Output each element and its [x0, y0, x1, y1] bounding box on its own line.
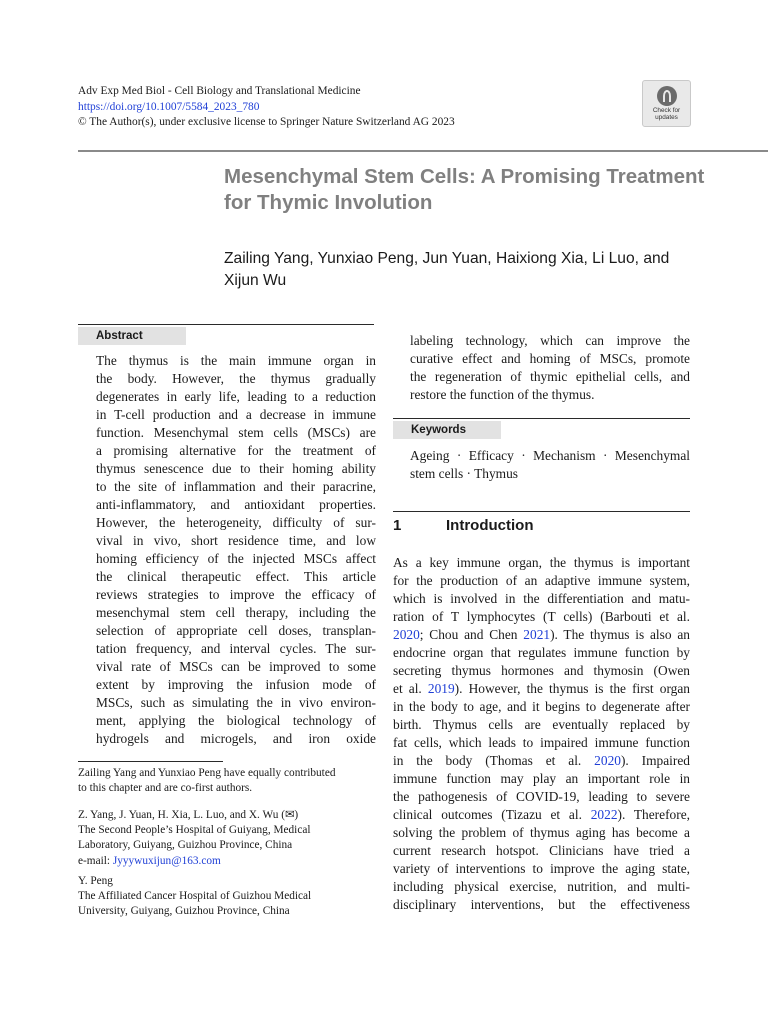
text-line: The thymus is the main immune organ in — [96, 353, 376, 368]
text-line: tation frequency, and interval cycles. The sur- — [96, 641, 376, 656]
email-label: e-mail: — [78, 854, 113, 867]
text-line: current research hotspot. Clinicians have tried a — [393, 843, 690, 858]
text-line: including physical exercise, nutrition, and multi- — [393, 879, 690, 894]
affiliation-line: Z. Yang, J. Yuan, H. Xia, L. Luo, and X. Wu (✉) — [78, 809, 299, 821]
keywords-text — [410, 447, 690, 483]
text-line — [393, 626, 690, 644]
citation-year-link[interactable]: 2021 — [523, 627, 551, 642]
citation-year-link[interactable]: 2020 — [393, 627, 420, 642]
text-segment: ; Chou and Chen — [419, 627, 524, 642]
text-line: reviews strategies to improve the efficacy of — [96, 587, 376, 602]
text-line — [393, 806, 690, 824]
text-line: to the site of inflammation and their paracrine, — [96, 479, 376, 494]
email-line — [78, 854, 378, 869]
affiliation-line: The Affiliated Cancer Hospital of Guizhou Medical — [78, 890, 312, 903]
section-number: 1 — [393, 517, 402, 534]
text-line — [393, 680, 690, 698]
affiliation-line: The Second People’s Hospital of Guiyang, Medical — [78, 824, 311, 837]
text-line: anti-inflammatory, and antioxidant properties. — [96, 497, 376, 512]
badge-line-2: updates — [655, 114, 678, 121]
text-line: MSCs, such as simulating the in vivo environ- — [96, 695, 376, 710]
intro-rule — [393, 511, 690, 512]
text-line: secreting thymus hormones and thymosin (Owen — [393, 663, 690, 678]
abstract-rule — [78, 324, 374, 325]
text-line: thymus senescence due to their homing ability — [96, 461, 376, 476]
text-line: restore the function of the thymus. — [410, 387, 595, 402]
affiliation-line: Laboratory, Guiyang, Guizhou Province, China — [78, 839, 293, 852]
cofirst-footnote — [78, 766, 378, 796]
text-line: in T-cell production and a decrease in immune — [96, 407, 376, 422]
text-segment: clinical outcomes (Tizazu et al. — [393, 807, 591, 822]
text-line: a promising alternative for the treatment of — [96, 443, 376, 458]
text-line: extent by improving the infusion mode of — [96, 677, 376, 692]
text-line: As a key immune organ, the thymus is important — [393, 555, 690, 570]
text-segment: ). Therefore, — [617, 807, 690, 822]
text-line: stem cells · Thymus — [410, 466, 518, 481]
text-line: ment, applying the biological technology of — [96, 713, 376, 728]
article-title: Mesenchymal Stem Cells: A Promising Treatment for Thymic Involution — [224, 165, 705, 214]
text-line: the clinical therapeutic effect. This article — [96, 569, 376, 584]
citation-year-link[interactable]: 2019 — [427, 681, 455, 696]
footnote-line: Zailing Yang and Yunxiao Peng have equally contributed — [78, 767, 336, 779]
email-link[interactable]: Jyyywuxijun@163.com — [112, 854, 221, 867]
text-line: the body. However, the thymus gradually — [96, 371, 376, 386]
text-segment: ). Impaired — [620, 753, 690, 768]
check-for-updates-badge[interactable] — [642, 80, 691, 127]
text-line — [393, 752, 690, 770]
text-line: Ageing · Efficacy · Mechanism · Mesenchymal — [410, 448, 690, 463]
text-line: curative effect and homing of MSCs, promote — [410, 351, 690, 366]
text-line: However, the heterogeneity, difficulty of sur- — [96, 515, 376, 530]
text-line: the regeneration of thymic epithelial cells, and — [410, 369, 690, 384]
copyright-notice: © The Author(s), under exclusive license to Springer Nature Switzerland AG 2023 — [78, 116, 455, 128]
text-line: vival rate of MSCs can be improved to some — [96, 659, 376, 674]
affiliation-line: Y. Peng — [78, 875, 113, 887]
abstract-text — [96, 352, 376, 748]
text-line: disciplinary interventions, but the effectiveness — [393, 897, 690, 912]
text-line: the pathogenesis of COVID-19, leading to severe — [393, 789, 690, 804]
abstract-heading: Abstract — [78, 327, 186, 345]
text-line: ration of T lymphocytes (T cells) (Barbouti et al. — [393, 609, 690, 624]
crossmark-icon — [657, 86, 677, 106]
text-line: fat cells, which leads to impaired immune function — [393, 735, 690, 750]
text-line: endocrine organ that regulates immune function by — [393, 645, 690, 660]
text-line: in the body to age, and it begins to degenerate after — [393, 699, 690, 714]
citation-year-link[interactable]: 2020 — [594, 753, 621, 768]
text-line: selection of appropriate cell doses, transplan- — [96, 623, 376, 638]
text-line: hydrogels and microgels, and iron oxide — [96, 731, 376, 746]
text-line: for the production of an adaptive immune system, — [393, 573, 690, 588]
badge-line-1: Check for — [652, 107, 681, 114]
text-segment: et al. — [393, 681, 428, 696]
text-line: variety of interventions to improve the aging state, — [393, 861, 690, 876]
doi-link[interactable]: https://doi.org/10.1007/5584_2023_780 — [78, 100, 260, 113]
author-list: Zailing Yang, Yunxiao Peng, Jun Yuan, Haixiong Xia, Li Luo, and Xijun Wu — [224, 250, 670, 289]
text-line: birth. Thymus cells are eventually replaced by — [393, 717, 690, 732]
text-line: degenerates in early life, leading to a reduction — [96, 389, 376, 404]
citation-year-link[interactable]: 2022 — [590, 807, 618, 822]
running-header — [78, 84, 455, 131]
text-line: labeling technology, which can improve the — [410, 333, 690, 348]
text-line: solving the problem of thymus aging has become a — [393, 825, 690, 840]
keywords-heading: Keywords — [393, 421, 501, 439]
text-line: which is involved in the differentiation and matu- — [393, 591, 690, 606]
journal-name: Adv Exp Med Biol - Cell Biology and Translational Medicine — [78, 85, 361, 97]
text-segment: ). The thymus is also an — [550, 627, 690, 642]
header-divider — [78, 150, 768, 152]
affiliation-1 — [78, 808, 378, 869]
text-segment: ). However, the thymus is the first organ — [454, 681, 690, 696]
keywords-rule — [393, 418, 690, 419]
abstract-continuation — [410, 332, 690, 404]
affiliation-line: University, Guiyang, Guizhou Province, China — [78, 905, 290, 918]
text-line: homing efficiency of the injected MSCs affect — [96, 551, 376, 566]
section-heading: Introduction — [446, 517, 534, 534]
affiliation-2 — [78, 874, 378, 920]
text-line: function. Mesenchymal stem cells (MSCs) are — [96, 425, 376, 440]
footnote-rule — [78, 761, 223, 762]
text-segment: in the body (Thomas et al. — [393, 753, 595, 768]
footnote-line: to this chapter and are co-first authors. — [78, 782, 253, 795]
text-line: mesenchymal stem cell therapy, including the — [96, 605, 376, 620]
text-line: immune function may play an important role in — [393, 771, 690, 786]
introduction-text — [393, 554, 690, 914]
text-line: vival in vivo, short residence time, and low — [96, 533, 376, 548]
